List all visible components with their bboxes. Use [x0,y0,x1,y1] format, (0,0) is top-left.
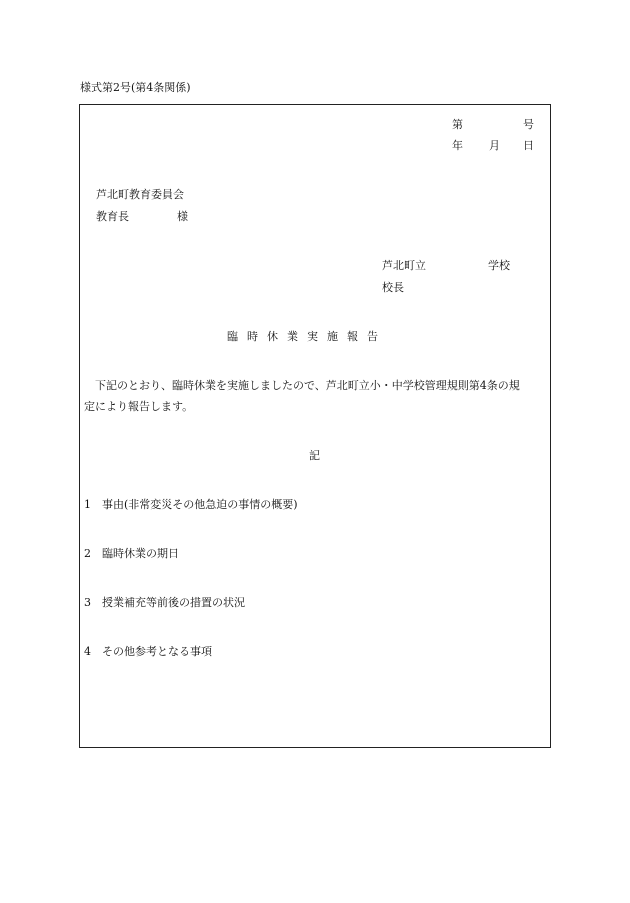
addressee-organization: 芦北町教育委員会 [96,188,184,201]
date-year: 年 [452,139,463,152]
item-number: 4 [84,645,91,658]
document-title: 臨時休業実施報告 [227,330,387,343]
addressee-position: 教育長 [96,210,129,223]
form-label: 様式第2号(第4条関係) [80,81,191,94]
item-text: その他参考となる事項 [102,645,212,658]
number-prefix: 第 [452,118,463,131]
item-number: 1 [84,498,91,511]
sender-school-suffix: 学校 [488,259,510,272]
body-line-2: 定により報告します。 [84,400,194,413]
item-text: 事由(非常変災その他急迫の事情の概要) [102,498,298,511]
ki-heading: 記 [309,449,320,462]
body-line-1: 下記のとおり、臨時休業を実施しましたので、芦北町立小・中学校管理規則第4条の規 [95,379,520,392]
item-text: 授業補充等前後の措置の状況 [102,596,245,609]
date-month: 月 [489,139,500,152]
sender-school-prefix: 芦北町立 [382,259,426,272]
item-text: 臨時休業の期日 [102,547,179,560]
item-number: 2 [84,547,91,560]
sender-position: 校長 [382,281,404,294]
item-number: 3 [84,596,91,609]
number-suffix: 号 [523,118,534,131]
addressee-honorific: 様 [177,210,188,223]
date-day: 日 [523,139,534,152]
